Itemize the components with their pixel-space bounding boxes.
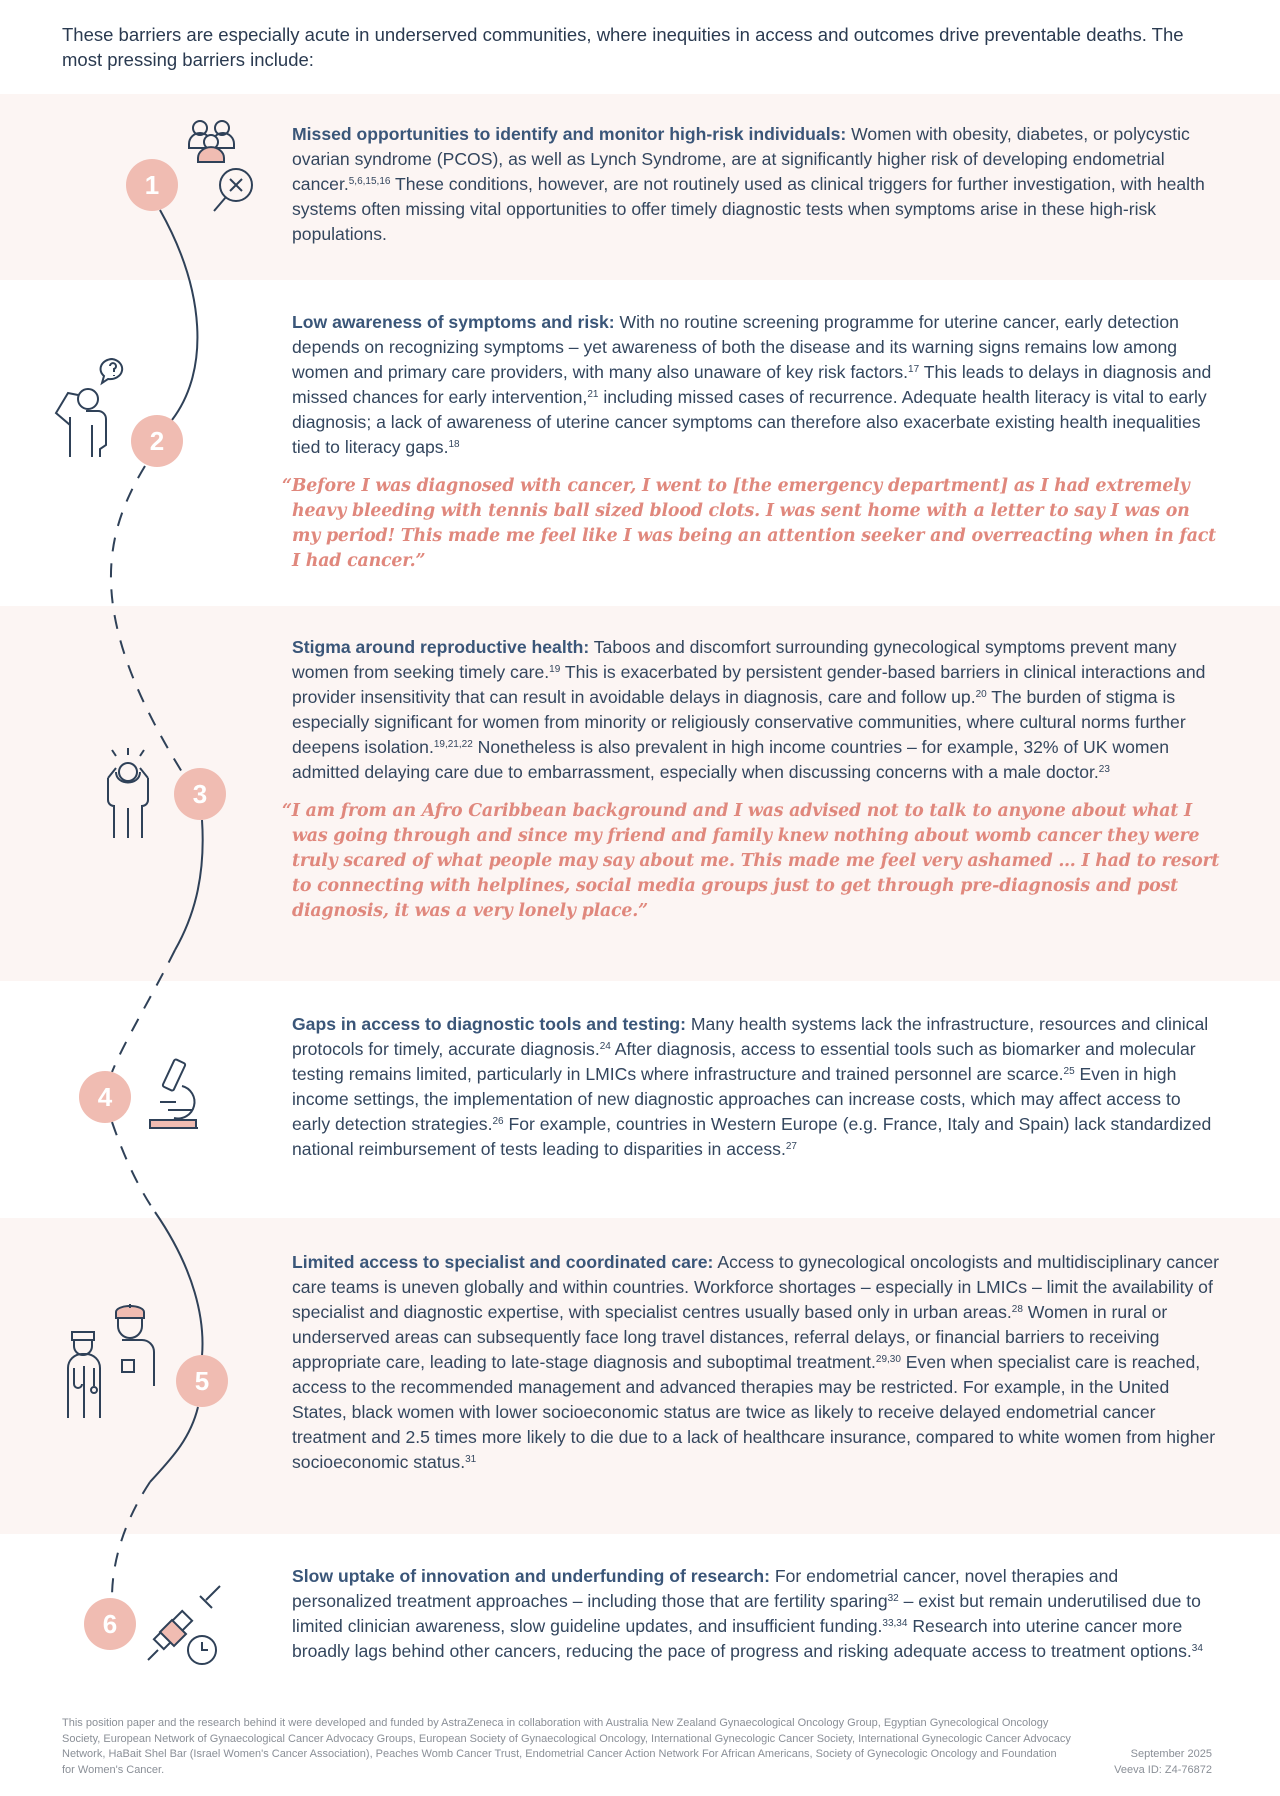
- patient-quote-2: “Before I was diagnosed with cancer, I went to [the emergency department] as I had extremely heavy bleeding with tennis ball sized blood clots. I was sent home with a letter to say I was on my period! This made me feel like I was being an attention seeker and overreacting when in fact I had cancer.”: [282, 476, 1217, 571]
- confused-person-icon: [50, 355, 140, 459]
- barrier-paragraph-4: [292, 1012, 1222, 1162]
- body-text: For endometrial cancer, novel therapies and personalized treatment approaches – including those that are fertility sparing: [292, 1566, 1119, 1611]
- barrier-paragraph-6: [292, 1564, 1222, 1664]
- step-number-2: 2: [131, 415, 183, 467]
- distressed-person-icon: [98, 748, 158, 840]
- step-number-3: 3: [174, 768, 226, 820]
- barrier-heading: Slow uptake of innovation and underfunding of research:: [292, 1566, 770, 1586]
- publication-date: September 2025: [1130, 1748, 1212, 1760]
- body-text: Access to gynecological oncologists and multidisciplinary cancer care teams is uneven globally and within countries. Workforce shortages – especially in LMICs – limit the availability of specialist and diagnostic expertise, with specialist centres usually based only in urban areas.: [292, 1252, 1220, 1322]
- body-text: Taboos and discomfort surrounding gynecological symptoms prevent many women from seeking timely care.: [292, 637, 1177, 682]
- people-search-icon: [186, 118, 262, 214]
- citation-ref: 31: [465, 1454, 477, 1465]
- body-text: Even when specialist care is reached, access to the recommended management and advanced therapies may be restricted. For example, in the United States, black women with lower socioeconomic status are twice as likely to receive delayed endometrial cancer treatment and 2.5 times more likely to die due to a lack of healthcare insurance, compared to white women from higher socioeconomic status.: [292, 1352, 1216, 1472]
- barrier-heading: Missed opportunities to identify and monitor high-risk individuals:: [292, 124, 847, 144]
- barrier-paragraph-3: [292, 635, 1222, 785]
- body-text: Women with obesity, diabetes, or polycystic ovarian syndrome (PCOS), as well as Lynch Syndrome, are at significantly higher risk of developing endometrial cancer.: [292, 124, 1190, 194]
- barrier-block-1: [292, 122, 1222, 247]
- barrier-block-4: [292, 1012, 1222, 1162]
- body-text: – exist but remain underutilised due to limited clinician awareness, slow guideline updates, and insufficient funding.: [292, 1591, 1201, 1636]
- citation-ref: 23: [1098, 764, 1110, 775]
- body-text: This leads to delays in diagnosis and missed chances for early intervention,: [292, 362, 1212, 407]
- citation-ref: 25: [1063, 1066, 1075, 1077]
- body-text: This is exacerbated by persistent gender-based barriers in clinical interactions and provider insensitivity that can result in avoidable delays in diagnosis, care and follow up.: [292, 662, 1206, 707]
- patient-quote-3: “I am from an Afro Caribbean background and I was advised not to talk to anyone about what I was going through and since my friend and family knew nothing about womb cancer they were truly scared of what people may say about me. This made me feel very ashamed … I had to resort to connecting with helplines, social media groups just to get through pre-diagnosis and post diagnosis, it was a very lonely place.”: [282, 801, 1220, 921]
- footer-meta: [1114, 1747, 1212, 1778]
- body-text: Women in rural or underserved areas can subsequently face long travel distances, referral delays, or financial barriers to receiving appropriate care, leading to late-stage diagnosis and suboptimal treatment.: [292, 1302, 1168, 1372]
- barrier-block-3: [282, 635, 1222, 924]
- microscope-icon: [148, 1056, 204, 1132]
- barrier-paragraph-2: [292, 310, 1222, 460]
- barrier-paragraph-5: [292, 1250, 1222, 1475]
- barrier-paragraph-1: [292, 122, 1222, 247]
- barrier-block-5: [292, 1250, 1222, 1475]
- body-text: The burden of stigma is especially significant for women from minority or religiously conservative communities, where cultural norms further deepens isolation.: [292, 687, 1186, 757]
- citation-ref: 21: [587, 389, 599, 400]
- body-text: Nonetheless is also prevalent in high income countries – for example, 32% of UK women admitted delaying care due to embarrassment, especially when discussing concerns with a male doctor.: [292, 737, 1170, 782]
- barrier-heading: Low awareness of symptoms and risk:: [292, 312, 615, 332]
- citation-ref: 26: [492, 1116, 504, 1127]
- step-number-1: 1: [126, 159, 178, 211]
- citation-ref: 18: [448, 439, 460, 450]
- body-text: After diagnosis, access to essential tools such as biomarker and molecular testing remains limited, particularly in LMICs where infrastructure and trained personnel are scarce.: [292, 1039, 1196, 1084]
- citation-ref: 5,6,15,16: [348, 176, 391, 187]
- step-number-5: 5: [176, 1355, 228, 1407]
- citation-ref: 19,21,22: [433, 739, 473, 750]
- citation-ref: 19: [549, 664, 561, 675]
- barrier-block-2: [282, 310, 1222, 574]
- body-text: For example, countries in Western Europe (e.g. France, Italy and Spain) lack standardized national reimbursement of tests leading to disparities in access.: [292, 1114, 1212, 1159]
- barrier-heading: Limited access to specialist and coordinated care:: [292, 1252, 714, 1272]
- citation-ref: 17: [908, 364, 920, 375]
- veeva-id: Veeva ID: Z4-76872: [1114, 1763, 1212, 1776]
- barrier-heading: Stigma around reproductive health:: [292, 637, 590, 657]
- body-text: These conditions, however, are not routinely used as clinical triggers for further investigation, with health systems often missing vital opportunities to offer timely diagnostic tests when symptoms arise in these high-risk populations.: [292, 174, 1205, 244]
- citation-ref: 32: [887, 1593, 899, 1604]
- barrier-heading: Gaps in access to diagnostic tools and testing:: [292, 1014, 686, 1034]
- barrier-block-6: [292, 1564, 1222, 1664]
- step-number-6: 6: [84, 1598, 136, 1650]
- citation-ref: 29,30: [875, 1354, 901, 1365]
- intro-text: These barriers are especially acute in underserved communities, where inequities in access and outcomes drive preventable deaths. The most pressing barriers include:: [62, 24, 1184, 70]
- citation-ref: 24: [599, 1041, 611, 1052]
- citation-ref: 28: [1011, 1304, 1023, 1315]
- body-text: Research into uterine cancer more broadly lags behind other cancers, reducing the pace of progress and risking adequate access to treatment options.: [292, 1616, 1192, 1661]
- body-text: With no routine screening programme for uterine cancer, early detection depends on recognizing symptoms – yet awareness of both the disease and its warning signs remains low among women and primary care providers, with many also unaware of key risk factors.: [292, 312, 1179, 382]
- citation-ref: 33,34: [882, 1618, 908, 1629]
- body-text: Even in high income settings, the implementation of new diagnostic approaches can increase costs, which may affect access to early detection strategies.: [292, 1064, 1181, 1134]
- footer-disclosure: This position paper and the research behind it were developed and funded by AstraZeneca in collaboration with Australia New Zealand Gynaecological Oncology Group, Egyptian Gynecological Oncology Society, European Network of Gynaecological Cancer Advocacy Groups, European Society of Gynaecological Oncology, International Gynecologic Cancer Society, International Gynecologic Cancer Advocacy Network, HaBait Shel Bar (Israel Women's Cancer Association), Peaches Womb Cancer Trust, Endometrial Cancer Action Network For African Americans, Society of Gynecologic Oncology and Foundation for Women's Cancer.: [62, 1717, 1071, 1776]
- citation-ref: 27: [785, 1141, 797, 1152]
- body-text: Many health systems lack the infrastructure, resources and clinical protocols for timely, accurate diagnosis.: [292, 1014, 1209, 1059]
- citation-ref: 34: [1191, 1643, 1203, 1654]
- doctors-icon: [66, 1298, 160, 1422]
- step-number-4: 4: [79, 1071, 131, 1123]
- syringe-clock-icon: [146, 1584, 224, 1668]
- body-text: including missed cases of recurrence. Adequate health literacy is vital to early diagnosis; a lack of awareness of uterine cancer symptoms can therefore also exacerbate existing health inequalities tied to literacy gaps.: [292, 387, 1207, 457]
- citation-ref: 20: [975, 689, 987, 700]
